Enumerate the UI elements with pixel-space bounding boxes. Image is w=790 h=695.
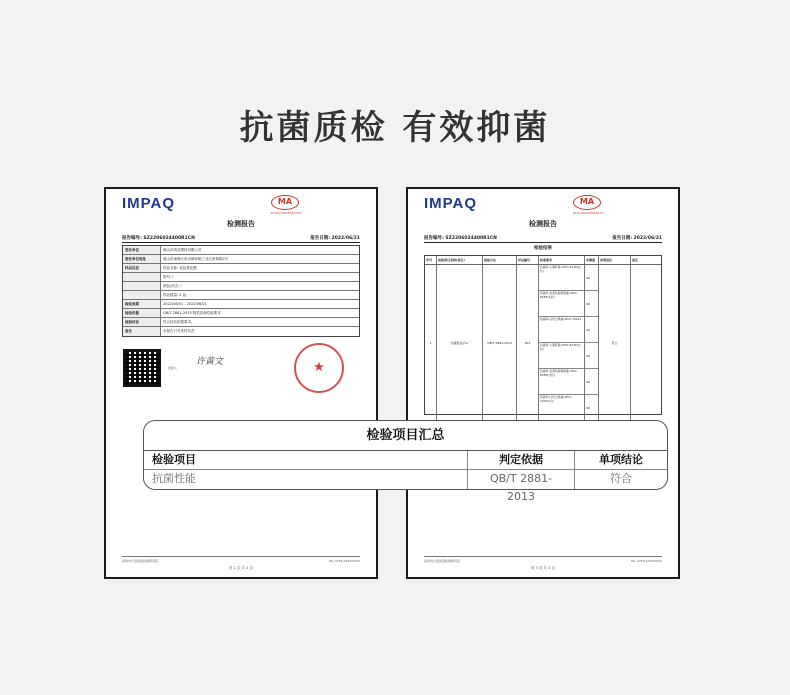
row-value: 符合检验依据要求。 (163, 320, 195, 324)
cma-mark-icon: MA (573, 195, 601, 210)
value-test-item: 抗菌性能 (144, 470, 468, 489)
summary-title: 检验项目汇总 (144, 421, 667, 451)
header-cell: 单项结论 (599, 256, 631, 264)
cell-sample: 001 (517, 265, 539, 421)
cell-item: 抗菌性能(%) (437, 265, 483, 421)
report-number: 报告编号: SZ2206024400R1CN (122, 236, 195, 241)
value-basis: QB/T 2881-2013 (468, 470, 575, 489)
header-cell: 备注 (632, 258, 639, 262)
footer-org: 深圳市计量质量检测研究院 (122, 559, 159, 563)
row-label: 检验结论 (123, 318, 161, 326)
row-value: 2022/06/01 - 2022/06/21 (163, 302, 207, 306)
requirement-line: 抗菌率-白色念珠菌 ATCC 10231(白) (539, 395, 584, 421)
table-row (123, 273, 359, 282)
row-value: 型号: / (163, 275, 174, 279)
results-row (425, 265, 661, 421)
cma-number: 2019110005S3XXXX (270, 211, 302, 215)
report-number: 报告编号: SZ2206024400R1CN (424, 236, 497, 241)
report-page-3 (406, 187, 680, 579)
table-row (123, 291, 359, 300)
row-value: 颜色/状态: / (163, 284, 182, 288)
results-title: 检验结果 (534, 246, 552, 251)
report-meta (122, 235, 360, 243)
row-label: 检验依据 (123, 309, 161, 317)
table-row (123, 318, 359, 327)
row-label (123, 291, 161, 299)
requirement-line: 抗菌率-大肠杆菌 ATCC 8739(白色) (539, 343, 584, 369)
row-label: 检验周期 (123, 300, 161, 308)
row-label: 样品信息 (123, 264, 161, 272)
table-row (123, 264, 359, 273)
cell-no: 1 (425, 265, 437, 421)
report-date: 报告日期: 2022/06/21 (310, 236, 360, 241)
impaq-logo: IMPAQ (122, 195, 176, 212)
report-page-1 (104, 187, 378, 579)
row-value: 本报告只对来样负责 (163, 329, 195, 333)
report-footer (424, 556, 662, 563)
info-table (122, 245, 360, 337)
requirement-line: 抗菌率-大肠杆菌 ATCC 8739(灰色) (539, 265, 584, 291)
qr-code-icon (123, 349, 161, 387)
cell-conclusion: 符合 (599, 265, 631, 421)
row-label (123, 282, 161, 290)
requirement-line: 抗菌率-白色念珠菌 ATCC 10231 (539, 317, 584, 343)
footer-contact: Tel: 0755-XXXXXXXX (329, 559, 360, 563)
footer-org: 深圳市计量质量检测研究院 (424, 559, 461, 563)
measured-value: 99 (585, 369, 598, 395)
header-basis: 判定依据 (468, 451, 575, 469)
results-table (424, 255, 662, 415)
requirement-line: 抗菌率-金黄色葡萄球菌 ATCC 6538(白色) (539, 369, 584, 395)
measured-value: 99 (585, 291, 598, 317)
summary-header-row (144, 451, 667, 470)
report-meta (424, 235, 662, 243)
header-cell: 序号 (425, 256, 437, 264)
row-value: QB/T 2881-2013 鞋类抗菌性能要求 (163, 311, 221, 315)
cell-measured (585, 265, 599, 421)
header-cell: 标准要求 (539, 256, 585, 264)
row-value: 佛山市南海区里水镇和顺工业区新和路2号 (163, 257, 229, 261)
header-cell: 实测值 (585, 256, 599, 264)
header-cell: 样品编号 (517, 256, 539, 264)
row-value: 样品名称: 灰色氮化聚 (163, 266, 197, 270)
cma-number: 2019110005S3XXXX (572, 211, 604, 215)
results-header (425, 256, 661, 265)
signature-label: 批准人 (168, 366, 178, 370)
table-row (123, 246, 359, 255)
summary-value-row (144, 470, 667, 503)
header-test-item: 检验项目 (144, 451, 468, 469)
page-number: 第 3 页 共 4 页 (530, 566, 556, 570)
signature: 许黄文 (196, 357, 224, 367)
report-footer (122, 556, 360, 563)
requirement-line: 抗菌率-金黄色葡萄球菌 ATCC 6538(灰色) (539, 291, 584, 317)
summary-table (143, 420, 668, 503)
table-row (123, 309, 359, 318)
row-label: 备注 (123, 327, 161, 336)
header-conclusion: 单项结论 (599, 453, 643, 466)
impaq-logo: IMPAQ (424, 195, 478, 212)
cell-remark (631, 265, 661, 421)
value-conclusion: 符合 (610, 472, 632, 485)
measured-value: 99 (585, 265, 598, 291)
table-row (123, 255, 359, 264)
cell-requirements (539, 265, 585, 421)
table-row (123, 300, 359, 309)
report-date: 报告日期: 2022/06/21 (612, 236, 662, 241)
header-cell: 检验方法 (483, 256, 517, 264)
report-title: 检测报告 (529, 220, 557, 228)
table-row (123, 282, 359, 291)
report-title: 检测报告 (227, 220, 255, 228)
row-value: 样品数量: 2 袋 (163, 293, 187, 297)
measured-value: 99 (585, 343, 598, 369)
row-label (123, 273, 161, 281)
cma-mark-icon: MA (271, 195, 299, 210)
measured-value: 99 (585, 395, 598, 421)
cell-method: QB/T 2881-2013 (483, 265, 517, 421)
headline: 抗菌质检 有效抑菌 (239, 108, 551, 148)
table-row (123, 327, 359, 336)
footer-contact: Tel: 0755-XXXXXXXX (631, 559, 662, 563)
header-cell: 检验项目名称(单位) (437, 256, 483, 264)
row-value: 佛山市鸿亮塑料有限公司 (163, 248, 202, 252)
measured-value: 99 (585, 317, 598, 343)
official-seal-icon: ★ (294, 343, 344, 393)
page-number: 第 1 页 共 4 页 (228, 566, 254, 570)
row-label: 委托单位 (123, 246, 161, 254)
row-label: 委托单位地址 (123, 255, 161, 263)
